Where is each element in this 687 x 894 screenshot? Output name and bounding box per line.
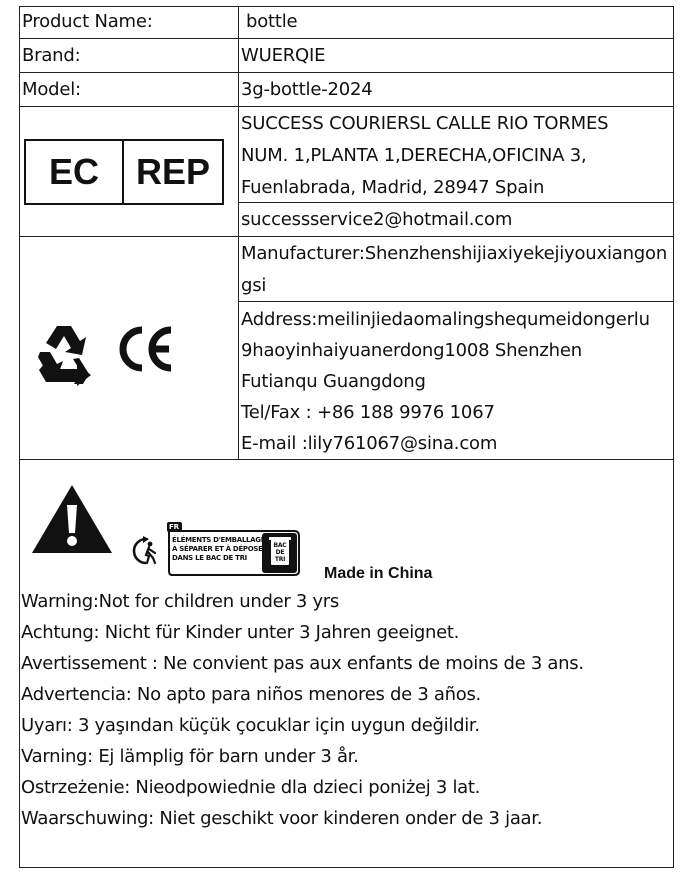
row-divider <box>19 459 674 460</box>
column-divider <box>238 6 239 460</box>
row-divider <box>238 202 674 203</box>
ec-rep-address-line: Fuenlabrada, Madrid, 28947 Spain <box>241 177 545 198</box>
row-divider <box>238 301 674 302</box>
made-in-china: Made in China <box>324 565 433 582</box>
ec-rep-logo-rep: REP <box>135 151 211 192</box>
ec-rep-address-line: NUM. 1,PLANTA 1,DERECHA,OFICINA 3, <box>241 145 587 166</box>
manufacturer-name-line: gsi <box>241 275 267 296</box>
triman-text-line: À SÉPARER ET À DÉPOSER <box>172 545 268 553</box>
manufacturer-address-line: Futianqu Guangdong <box>241 371 426 392</box>
model-value: 3g-bottle-2024 <box>241 79 373 100</box>
warning-line: Avertissement : Ne convient pas aux enfants de moins de 3 ans. <box>21 653 584 674</box>
warning-line: Achtung: Nicht für Kinder unter 3 Jahren geeignet. <box>21 622 460 643</box>
ec-rep-logo <box>24 139 224 205</box>
recycle-icon <box>33 322 95 390</box>
manufacturer-name-line: Manufacturer:Shenzhenshijiaxiyekejiyouxiangon <box>241 243 668 264</box>
row-divider <box>19 72 674 73</box>
manufacturer-tel: Tel/Fax : +86 188 9976 1067 <box>241 402 495 423</box>
triman-bac-label: TRI <box>274 556 286 563</box>
warning-line: Varning: Ej lämplig för barn under 3 år. <box>21 746 359 767</box>
product-name-value: bottle <box>246 11 298 32</box>
row-divider <box>19 106 674 107</box>
triman-bac-label: DE <box>275 549 285 556</box>
model-label: Model: <box>22 79 81 100</box>
ec-rep-address-line: SUCCESS COURIERSL CALLE RIO TORMES <box>241 113 609 134</box>
warning-line: Warning:Not for children under 3 yrs <box>21 591 339 612</box>
manufacturer-address-line: Address:meilinjiedaomalingshequmeidongerlu <box>241 309 650 330</box>
brand-label: Brand: <box>22 45 81 66</box>
triman-icon <box>131 536 165 566</box>
warning-triangle-icon <box>30 483 114 555</box>
ce-mark-icon <box>117 324 175 374</box>
triman-text-line: ÉLÉMENTS D'EMBALLAGE <box>172 536 266 544</box>
row-divider <box>19 236 674 237</box>
manufacturer-address-line: 9haoyinhaiyuanerdong1008 Shenzhen <box>241 340 582 361</box>
warning-line: Advertencia: No apto para niños menores de 3 años. <box>21 684 481 705</box>
ec-rep-logo-ec: EC <box>26 141 124 203</box>
ec-rep-email: successservice2@hotmail.com <box>241 209 513 230</box>
warning-line: Waarschuwing: Niet geschikt voor kinderen onder de 3 jaar. <box>21 808 543 829</box>
triman-bac-label: BAC <box>273 542 287 549</box>
triman-fr-label: FR <box>169 523 179 531</box>
manufacturer-email: E-mail :lily761067@sina.com <box>241 433 498 454</box>
warning-line: Ostrzeżenie: Nieodpowiednie dla dzieci poniżej 3 lat. <box>21 777 481 798</box>
row-divider <box>19 38 674 39</box>
product-name-label: Product Name: <box>22 11 153 32</box>
brand-value: WUERQIE <box>241 45 326 66</box>
warning-line: Uyarı: 3 yaşından küçük çocuklar için uygun değildir. <box>21 715 480 736</box>
triman-text-line: DANS LE BAC DE TRI <box>172 554 247 562</box>
